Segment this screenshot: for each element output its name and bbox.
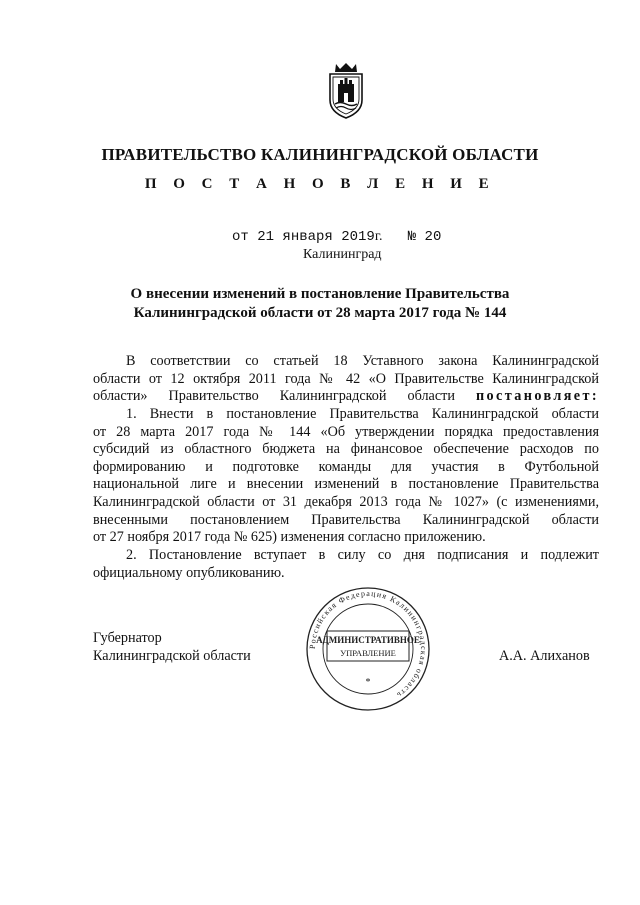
stamp-center-line: УПРАВЛЕНИЕ (340, 648, 396, 658)
signatory-title-line: Калининградской области (93, 647, 251, 664)
date-prefix: от (232, 229, 249, 245)
document-city: Калининград (303, 247, 382, 262)
body-line: от 28 марта 2017 года № 144 «Об утверждении порядка предоставления (93, 423, 599, 440)
body-line: официальному опубликованию. (93, 564, 285, 581)
body-line: 2. Постановление вступает в силу со дня подписания и подлежит (126, 547, 599, 563)
body-line: субсидий из областного бюджета на финансовое обеспечение расходов по (93, 441, 599, 458)
paragraph-item-2 (93, 547, 599, 582)
body-line: формированию и подготовке команды для участия в Футбольной (93, 458, 599, 475)
body-line: В соответствии со статьей 18 Уставного закона Калининградской (126, 353, 599, 369)
document-date: 21 января 2019 (257, 229, 375, 245)
body-line: Калининградской области от 31 декабря 2013 года № 1027» (с изменениями, (93, 493, 599, 510)
document-subject (0, 285, 640, 323)
body-line: от 27 ноября 2017 года № 625) изменения согласно приложению. (93, 529, 486, 546)
paragraph-item-1 (93, 406, 599, 547)
body-line: области от 12 октября 2011 года № 42 «О Правительстве Калининградской (93, 370, 599, 387)
body-line: 1. Внести в постановление Правительства Калининградской области (126, 406, 599, 422)
date-suffix: г. (374, 229, 383, 244)
signatory-title-line: Губернатор (93, 630, 162, 646)
stamp-center-line: АДМИНИСТРАТИВНОЕ (316, 635, 420, 645)
signatory-title (93, 630, 251, 665)
document-number: № 20 (407, 229, 442, 245)
subject-line: Калининградской области от 28 марта 2017 года № 144 (133, 305, 507, 321)
subject-line: О внесении изменений в постановление Правительства (130, 286, 510, 302)
document-type: П О С Т А Н О В Л Е Н И Е (144, 176, 496, 192)
body-text: области» Правительство Калининградской области (93, 388, 455, 405)
decree-word: постановляет: (475, 388, 599, 405)
body-line: национальной лиге и внесении изменений в постановление Правительства (93, 476, 599, 493)
body-line (93, 388, 599, 406)
official-stamp (297, 585, 439, 713)
document-date-line (232, 229, 441, 245)
coat-of-arms-emblem (322, 60, 370, 122)
signatory-name: А.А. Алиханов (499, 648, 590, 664)
government-name: ПРАВИТЕЛЬСТВО КАЛИНИНГРАДСКОЙ ОБЛАСТИ (101, 145, 539, 164)
stamp-ring-text: Российская Федерация Калининградская область (307, 588, 429, 701)
body-line: внесенными постановлением Правительства Калининградской области (93, 511, 599, 528)
stamp-star-icon: * (365, 677, 371, 688)
paragraph-preamble (93, 353, 599, 406)
